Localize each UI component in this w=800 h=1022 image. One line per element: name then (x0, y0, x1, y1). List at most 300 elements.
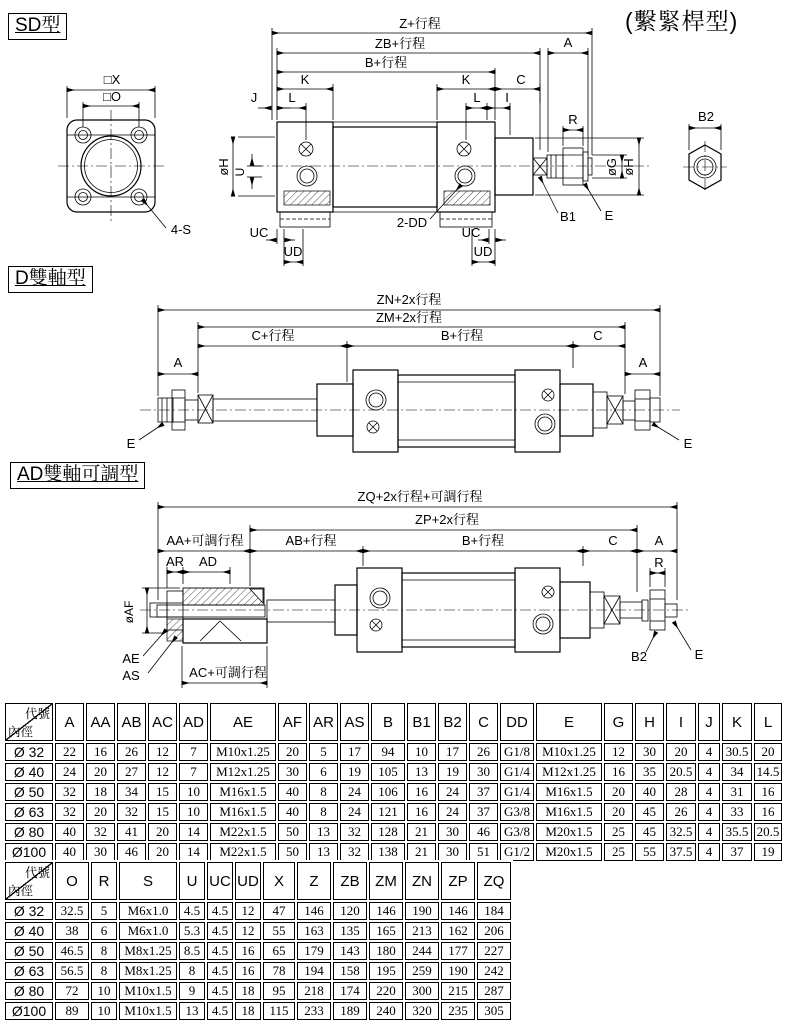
dim-value: M20x1.5 (536, 843, 602, 861)
table-row (5, 902, 511, 920)
dim-value: 21 (407, 823, 436, 841)
col-header-ZQ: ZQ (477, 862, 511, 900)
dim-value: 242 (477, 962, 511, 980)
dim-value: 20 (754, 743, 782, 761)
section-label-ad: AD雙軸可調型 (10, 462, 145, 489)
dim-label-zn: ZN+2x行程 (376, 292, 442, 307)
dim-label-b-stroke-ad: B+行程 (461, 533, 505, 548)
dim-value: 18 (235, 982, 261, 1000)
dim-value: 106 (371, 783, 405, 801)
dim-label-r-ad: R (654, 555, 664, 570)
dim-value: 89 (55, 1002, 89, 1020)
dim-value: 18 (235, 1002, 261, 1020)
dim-label-e-ad: E (694, 647, 704, 662)
dim-value: 287 (477, 982, 511, 1000)
dim-value: 240 (369, 1002, 403, 1020)
sd-front-view (58, 72, 191, 237)
dim-value: 4.5 (207, 982, 233, 1000)
dim-value: 26 (117, 743, 146, 761)
dim-value: 37 (469, 783, 498, 801)
dim-value: 320 (405, 1002, 439, 1020)
dim-label-l2: L (473, 90, 481, 105)
dim-value: 115 (263, 1002, 295, 1020)
dim-value: 46 (117, 843, 146, 861)
dim-value: 8 (309, 783, 338, 801)
col-header-I: I (666, 703, 696, 741)
dim-label-4s: 4-S (170, 222, 192, 237)
dim-value: 46 (469, 823, 498, 841)
dim-value: 4 (698, 763, 720, 781)
dim-value: 35 (635, 763, 664, 781)
dim-value: 28 (666, 783, 696, 801)
dim-value: 45 (635, 803, 664, 821)
dim-label-ac: AC+可調行程 (189, 665, 267, 680)
dim-value: 195 (369, 962, 403, 980)
dim-value: 4 (698, 783, 720, 801)
dim-value: 51 (469, 843, 498, 861)
section-label-sd: SD型 (8, 13, 67, 40)
dim-value: 16 (235, 962, 261, 980)
dim-label-a-ad: A (654, 533, 664, 548)
dim-value: 16 (86, 743, 115, 761)
dim-value: 20.5 (754, 823, 782, 841)
bore-label: Ø 40 (5, 922, 53, 940)
dim-value: 10 (407, 743, 436, 761)
dim-value: 20 (148, 843, 177, 861)
col-header-ZN: ZN (405, 862, 439, 900)
dim-value: 94 (371, 743, 405, 761)
dim-value: 14 (179, 823, 208, 841)
bore-label: Ø 32 (5, 743, 53, 761)
col-header-AS: AS (340, 703, 369, 741)
dim-value: 218 (297, 982, 331, 1000)
col-header-AD: AD (179, 703, 208, 741)
dim-label-ud2: UD (473, 244, 493, 259)
dim-label-b2: B2 (698, 109, 714, 124)
dim-label-uc1: UC (249, 225, 269, 240)
dim-value: 179 (297, 942, 331, 960)
dim-value: 146 (297, 902, 331, 920)
col-header-ZB: ZB (333, 862, 367, 900)
col-header-X: X (263, 862, 295, 900)
dim-value: 16 (604, 763, 633, 781)
bore-label: Ø100 (5, 1002, 53, 1020)
dim-value: 4 (698, 743, 720, 761)
col-header-AR: AR (309, 703, 338, 741)
dim-value: 13 (309, 843, 338, 861)
table-row (5, 783, 782, 801)
dim-value: M20x1.5 (536, 823, 602, 841)
dim-value: 40 (278, 783, 307, 801)
dim-value: M6x1.0 (119, 922, 177, 940)
dimension-table-1 (3, 701, 784, 863)
col-header-B1: B1 (407, 703, 436, 741)
dim-label-ad: AD (198, 554, 218, 569)
dim-value: 32 (86, 823, 115, 841)
dim-value: 20 (278, 743, 307, 761)
dim-label-ar: AR (165, 554, 185, 569)
dim-value: 177 (441, 942, 475, 960)
col-header-UD: UD (235, 862, 261, 900)
table-row (5, 1002, 511, 1020)
col-header-B: B (371, 703, 405, 741)
dim-value: 32 (55, 783, 84, 801)
table-row (5, 743, 782, 761)
dim-value: 227 (477, 942, 511, 960)
dim-value: 55 (263, 922, 295, 940)
dim-label-ab: AB+行程 (285, 533, 337, 548)
dim-value: 21 (407, 843, 436, 861)
dim-value: 32.5 (666, 823, 696, 841)
col-header-R: R (91, 862, 117, 900)
dim-value: 35.5 (722, 823, 752, 841)
dim-value: 40 (278, 803, 307, 821)
dim-label-c: C (516, 72, 526, 87)
dim-value: 4.5 (207, 1002, 233, 1020)
dim-value: M10x1.5 (119, 1002, 177, 1020)
dim-value: 72 (55, 982, 89, 1000)
col-header-U: U (179, 862, 205, 900)
dim-value: M10x1.25 (210, 743, 276, 761)
dim-value: 184 (477, 902, 511, 920)
dim-value: 9 (179, 982, 205, 1000)
dim-value: 32 (340, 843, 369, 861)
dim-value: 15 (148, 783, 177, 801)
dim-value: 4.5 (179, 902, 205, 920)
dim-value: 165 (369, 922, 403, 940)
dim-value: 305 (477, 1002, 511, 1020)
dim-label-b2-ad: B2 (631, 649, 647, 664)
dim-value: 4.5 (207, 922, 233, 940)
dim-value: 41 (117, 823, 146, 841)
dim-value: 14.5 (754, 763, 782, 781)
dim-value: 95 (263, 982, 295, 1000)
dim-value: 138 (371, 843, 405, 861)
dim-value: 10 (179, 783, 208, 801)
dim-label-phi-af: øAF (122, 600, 136, 624)
col-header-E: E (536, 703, 602, 741)
col-header-O: O (55, 862, 89, 900)
table-row (5, 763, 782, 781)
dim-value: 56.5 (55, 962, 89, 980)
table-corner (5, 703, 53, 741)
dim-value: 190 (405, 902, 439, 920)
dim-label-square-x: □X (103, 72, 121, 87)
dim-value: 6 (309, 763, 338, 781)
dim-value: 24 (340, 803, 369, 821)
dim-value: M22x1.5 (210, 823, 276, 841)
dim-value: 10 (179, 803, 208, 821)
dim-label-l1: L (288, 90, 296, 105)
dim-value: 5 (309, 743, 338, 761)
dim-value: 30 (438, 823, 467, 841)
dim-value: 15 (148, 803, 177, 821)
corner-top-label: 代號 (24, 866, 50, 880)
dim-value: 50 (278, 823, 307, 841)
dim-value: M12x1.25 (210, 763, 276, 781)
dim-value: 10 (91, 1002, 117, 1020)
dim-value: 13 (407, 763, 436, 781)
dim-value: 259 (405, 962, 439, 980)
dim-value: 20 (148, 823, 177, 841)
bore-label: Ø 32 (5, 902, 53, 920)
header-row (5, 862, 511, 900)
dim-label-a: A (563, 35, 573, 50)
dim-value: 32 (340, 823, 369, 841)
dim-value: 19 (340, 763, 369, 781)
dim-value: 65 (263, 942, 295, 960)
col-header-UC: UC (207, 862, 233, 900)
dim-value: 190 (441, 962, 475, 980)
dim-value: 30 (438, 843, 467, 861)
dim-value: M12x1.25 (536, 763, 602, 781)
dim-label-uc2: UC (461, 225, 481, 240)
col-header-Z: Z (297, 862, 331, 900)
dim-value: 20 (604, 783, 633, 801)
dimension-table-2-wrap (3, 860, 513, 1022)
dim-value: 8 (91, 962, 117, 980)
dim-value: 5 (91, 902, 117, 920)
dim-value: 17 (438, 743, 467, 761)
dim-label-j: J (250, 90, 258, 105)
dim-label-zb: ZB+行程 (374, 36, 426, 51)
dim-value: M8x1.25 (119, 962, 177, 980)
col-header-ZP: ZP (441, 862, 475, 900)
dim-value: 4.5 (207, 962, 233, 980)
dim-value: 121 (371, 803, 405, 821)
dim-value: 26 (666, 803, 696, 821)
dim-label-k2: K (461, 72, 471, 87)
dim-value: 18 (86, 783, 115, 801)
dim-value: 37 (722, 843, 752, 861)
dim-value: 26 (469, 743, 498, 761)
dim-label-zm: ZM+2x行程 (375, 310, 443, 325)
bore-label: Ø 50 (5, 783, 53, 801)
dim-value: 143 (333, 942, 367, 960)
table-row (5, 962, 511, 980)
dim-label-u: U (233, 167, 247, 177)
dim-value: 189 (333, 1002, 367, 1020)
col-header-ZM: ZM (369, 862, 403, 900)
page-subtitle: (繫緊桿型) (625, 8, 739, 34)
dim-value: 14 (179, 843, 208, 861)
dim-value: 34 (722, 763, 752, 781)
dim-value: M6x1.0 (119, 902, 177, 920)
dim-value: 50 (278, 843, 307, 861)
sd-side-view (216, 16, 650, 266)
table-row (5, 823, 782, 841)
dim-value: G1/8 (500, 743, 534, 761)
dim-label-e: E (604, 208, 614, 223)
dimension-table-1-wrap (3, 701, 784, 863)
dim-value: 233 (297, 1002, 331, 1020)
dim-value: M8x1.25 (119, 942, 177, 960)
dim-value: 31 (722, 783, 752, 801)
dim-value: 8.5 (179, 942, 205, 960)
dim-value: 235 (441, 1002, 475, 1020)
dim-value: 30 (86, 843, 115, 861)
dim-value: 10 (91, 982, 117, 1000)
dim-value: M10x1.5 (119, 982, 177, 1000)
dim-label-zp: ZP+2x行程 (415, 512, 479, 527)
dim-label-ae: AE (122, 651, 140, 666)
dim-value: 47 (263, 902, 295, 920)
corner-bottom-label: 內徑 (8, 884, 34, 898)
dim-value: 135 (333, 922, 367, 940)
dim-value: 55 (635, 843, 664, 861)
dim-value: 33 (722, 803, 752, 821)
dim-value: 105 (371, 763, 405, 781)
dim-value: 25 (604, 823, 633, 841)
table-row (5, 843, 782, 861)
dim-value: M16x1.5 (210, 783, 276, 801)
table-row (5, 982, 511, 1000)
dim-value: 16 (407, 783, 436, 801)
dim-value: 4 (698, 823, 720, 841)
dim-value: 40 (635, 783, 664, 801)
table-row (5, 922, 511, 940)
col-header-AC: AC (148, 703, 177, 741)
dim-value: 174 (333, 982, 367, 1000)
dim-label-b: B+行程 (364, 55, 408, 70)
dim-value: 30.5 (722, 743, 752, 761)
bore-label: Ø 80 (5, 982, 53, 1000)
sd-nut-view (683, 109, 727, 193)
dim-value: 38 (55, 922, 89, 940)
dim-label-phi-h-left: øH (216, 158, 231, 176)
dim-value: M22x1.5 (210, 843, 276, 861)
header-row (5, 703, 782, 741)
dim-value: 180 (369, 942, 403, 960)
dim-value: 13 (179, 1002, 205, 1020)
col-header-G: G (604, 703, 633, 741)
dim-value: 22 (55, 743, 84, 761)
dim-value: M10x1.25 (536, 743, 602, 761)
dim-value: G3/8 (500, 823, 534, 841)
dim-value: 158 (333, 962, 367, 980)
dim-value: 19 (438, 763, 467, 781)
dim-value: 40 (55, 843, 84, 861)
dim-value: G1/2 (500, 843, 534, 861)
dim-value: 40 (55, 823, 84, 841)
dim-value: 24 (438, 803, 467, 821)
bore-label: Ø 63 (5, 962, 53, 980)
col-header-AA: AA (86, 703, 115, 741)
col-header-A: A (55, 703, 84, 741)
dim-value: 12 (235, 922, 261, 940)
dim-value: 16 (754, 783, 782, 801)
dim-value: M16x1.5 (536, 803, 602, 821)
dim-value: 12 (235, 902, 261, 920)
dim-value: 4.5 (207, 942, 233, 960)
dim-label-k1: K (300, 72, 310, 87)
dim-value: G1/4 (500, 783, 534, 801)
dim-value: 24 (340, 783, 369, 801)
col-header-L: L (754, 703, 782, 741)
corner-bottom-label: 內徑 (8, 725, 34, 739)
dim-value: 24 (55, 763, 84, 781)
dim-value: 300 (405, 982, 439, 1000)
dim-value: 12 (148, 763, 177, 781)
dim-value: 194 (297, 962, 331, 980)
dim-value: 220 (369, 982, 403, 1000)
col-header-K: K (722, 703, 752, 741)
dim-value: G3/8 (500, 803, 534, 821)
dim-value: 78 (263, 962, 295, 980)
dim-value: 128 (371, 823, 405, 841)
col-header-AE: AE (210, 703, 276, 741)
dim-value: 215 (441, 982, 475, 1000)
col-header-H: H (635, 703, 664, 741)
table-row (5, 942, 511, 960)
dim-value: 12 (148, 743, 177, 761)
dim-value: 16 (754, 803, 782, 821)
dim-value: 120 (333, 902, 367, 920)
dim-label-as: AS (122, 668, 140, 683)
bore-label: Ø 50 (5, 942, 53, 960)
dim-label-b1: B1 (560, 209, 576, 224)
dim-label-phi-h-right: øH (621, 158, 636, 176)
dim-label-square-o: □O (103, 89, 121, 104)
corner-top-label: 代號 (24, 707, 50, 721)
dim-label-c-stroke: C+行程 (251, 328, 295, 343)
bore-label: Ø 80 (5, 823, 53, 841)
dim-value: 32 (55, 803, 84, 821)
dim-label-a2: A (638, 355, 648, 370)
dim-label-aa: AA+可調行程 (166, 533, 244, 548)
dim-value: 37.5 (666, 843, 696, 861)
d-side-view (127, 292, 693, 452)
ad-side-view (122, 489, 704, 688)
dim-label-2dd: 2-DD (396, 215, 428, 230)
dim-label-e1: E (126, 436, 136, 451)
dim-value: 12 (604, 743, 633, 761)
dim-label-ud1: UD (283, 244, 303, 259)
dim-label-c-ad: C (608, 533, 618, 548)
dim-value: 27 (117, 763, 146, 781)
dim-value: 20.5 (666, 763, 696, 781)
dim-value: 7 (179, 763, 208, 781)
col-header-DD: DD (500, 703, 534, 741)
dim-label-z: Z+行程 (399, 16, 441, 31)
dim-value: 20 (666, 743, 696, 761)
dim-value: 8 (91, 942, 117, 960)
dim-label-e2: E (683, 436, 693, 451)
dim-value: 8 (179, 962, 205, 980)
dim-value: 16 (235, 942, 261, 960)
dim-label-phi-g: øG (604, 157, 619, 177)
bore-label: Ø 40 (5, 763, 53, 781)
dim-value: 146 (369, 902, 403, 920)
dim-value: 162 (441, 922, 475, 940)
dim-value: 206 (477, 922, 511, 940)
table-row (5, 803, 782, 821)
dim-value: 163 (297, 922, 331, 940)
bore-label: Ø 63 (5, 803, 53, 821)
dim-label-a1: A (173, 355, 183, 370)
dim-value: 4 (698, 843, 720, 861)
col-header-S: S (119, 862, 177, 900)
dim-value: 244 (405, 942, 439, 960)
dim-value: 20 (604, 803, 633, 821)
dim-value: 20 (86, 803, 115, 821)
dim-value: 34 (117, 783, 146, 801)
dim-value: 146 (441, 902, 475, 920)
col-header-AF: AF (278, 703, 307, 741)
dim-value: 6 (91, 922, 117, 940)
dim-value: 46.5 (55, 942, 89, 960)
dim-value: 4.5 (207, 902, 233, 920)
